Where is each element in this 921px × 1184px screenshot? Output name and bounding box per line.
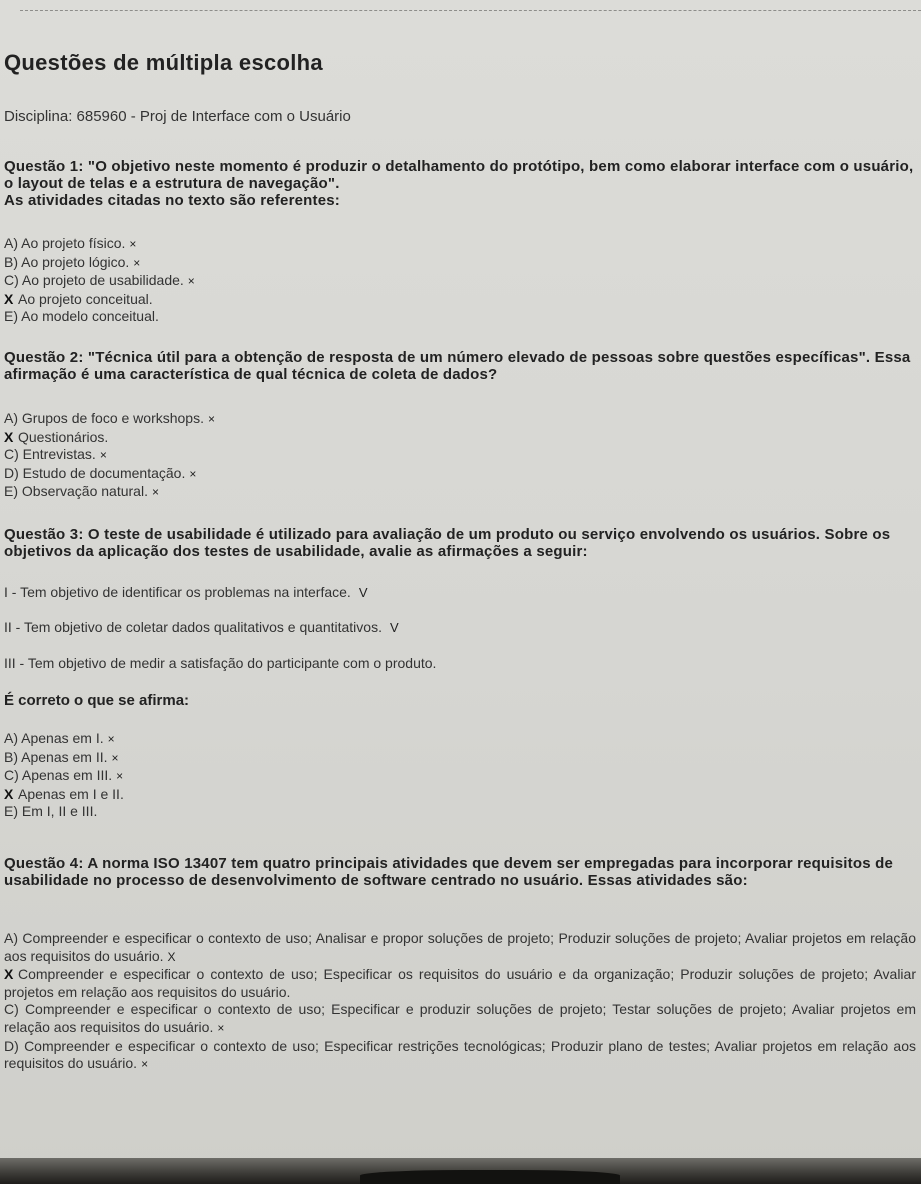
statement-3: III - Tem objetivo de medir a satisfação do participante com o produto. [4, 655, 437, 671]
option-1a[interactable]: A) Ao projeto físico. × [4, 235, 137, 251]
selected-mark-icon: X [4, 428, 14, 445]
subject-line: Disciplina: 685960 - Proj de Interface com o Usuário [4, 108, 351, 125]
option-2e[interactable]: E) Observação natural. × [4, 483, 159, 500]
question-1-options [4, 235, 916, 326]
question-3-options [4, 730, 916, 821]
page-title: Questões de múltipla escolha [4, 50, 323, 75]
wrong-mark-icon: × [116, 769, 124, 784]
option-1b[interactable]: B) Ao projeto lógico. × [4, 253, 141, 270]
option-4a[interactable]: A) Compreender e especificar o contexto de uso; Analisar e propor soluções de projeto; Produzir soluções de projeto; Avaliar projetos em relação aos requisitos do usuário. X [4, 930, 916, 964]
wrong-mark-icon: × [129, 237, 137, 251]
question-4-prompt: Questão 4: A norma ISO 13407 tem quatro principais atividades que devem ser empregadas para incorporar requisitos de usabilidade no processo de desenvolvimento de software centrado no usuário. Essas atividades são: [4, 855, 894, 889]
question-2-options [4, 410, 916, 502]
option-2c[interactable]: C) Entrevistas. × [4, 446, 107, 463]
wrong-mark-icon: × [99, 448, 107, 463]
question-2-prompt: Questão 2: "Técnica útil para a obtenção de resposta de um número elevado de pessoas sobre questões específicas". Essa afirmação é uma característica de qual técnica de coleta de dados? [4, 349, 911, 383]
option-4b[interactable]: X Compreender e especificar o contexto de uso; Especificar os requisitos do usuário e da organização; Produzir soluções de projeto; Avaliar projetos em relação aos requisitos do usuário. [4, 966, 916, 1000]
question-3-ask: É correto o que se afirma: [4, 692, 190, 709]
wrong-mark-icon: × [208, 412, 216, 426]
option-3a[interactable]: A) Apenas em I. × [4, 730, 115, 746]
statement-1: I - Tem objetivo de identificar os problemas na interface. V [4, 584, 368, 600]
wrong-mark-icon: × [141, 1057, 149, 1072]
wrong-mark-icon: × [151, 485, 159, 500]
option-1e[interactable]: E) Ao modelo conceitual. [4, 308, 159, 325]
selected-mark-icon: X [4, 966, 14, 983]
wrong-mark-icon: × [133, 255, 141, 270]
option-3c[interactable]: C) Apenas em III. × [4, 767, 124, 784]
wrong-mark-icon: × [217, 1020, 225, 1035]
option-1d[interactable]: X Ao projeto conceitual. [4, 290, 153, 307]
shadow [360, 1170, 620, 1184]
option-3d[interactable]: X Apenas em I e II. [4, 785, 124, 802]
option-3b[interactable]: B) Apenas em II. × [4, 748, 119, 765]
option-3e[interactable]: E) Em I, II e III. [4, 803, 98, 820]
cut-line [20, 10, 921, 11]
question-3-prompt: Questão 3: O teste de usabilidade é utilizado para avaliação de um produto ou serviço envolvendo os usuários. Sobre os objetivos da aplicação dos testes de usabilidade, avalie as afirmações a seguir: [4, 526, 891, 560]
wrong-mark-icon: X [167, 949, 176, 964]
option-2a[interactable]: A) Grupos de foco e workshops. × [4, 410, 216, 426]
statement-2: II - Tem objetivo de coletar dados qualitativos e quantitativos. V [4, 619, 399, 635]
option-4c[interactable]: C) Compreender e especificar o contexto de uso; Especificar e produzir soluções de projeto; Testar soluções de projeto; Avaliar projetos em relação aos requisitos do usuário. × [4, 1001, 916, 1035]
question-4-options [4, 930, 916, 1074]
wrong-mark-icon: × [187, 274, 195, 289]
check-mark-icon: V [358, 585, 368, 600]
question-1-ask: As atividades citadas no texto são referentes: [4, 192, 340, 209]
selected-mark-icon: X [4, 785, 14, 802]
option-2b[interactable]: X Questionários. [4, 428, 109, 445]
wrong-mark-icon: × [189, 466, 197, 481]
question-1-prompt: Questão 1: "O objetivo neste momento é produzir o detalhamento do protótipo, bem como elaborar interface com o usuário, o layout de telas e a estrutura de navegação". As atividades citadas no texto são referentes: [4, 158, 914, 209]
wrong-mark-icon: × [107, 732, 115, 746]
check-mark-icon: V [389, 620, 399, 635]
option-2d[interactable]: D) Estudo de documentação. × [4, 464, 197, 481]
selected-mark-icon: X [4, 290, 14, 307]
option-1c[interactable]: C) Ao projeto de usabilidade. × [4, 272, 195, 289]
option-4d[interactable]: D) Compreender e especificar o contexto de uso; Especificar restrições tecnológicas; Produzir plano de testes; Avaliar projetos em relação aos requisitos do usuário. × [4, 1037, 916, 1072]
wrong-mark-icon: × [111, 750, 119, 765]
